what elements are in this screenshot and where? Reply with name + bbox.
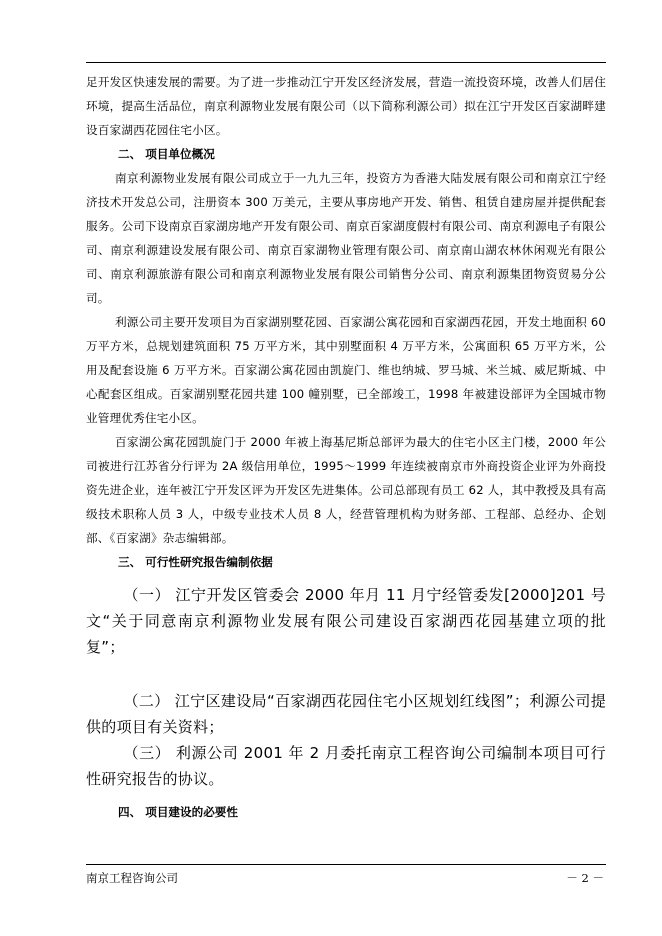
footer-rule	[86, 864, 606, 865]
basis-item-3: （三） 利源公司 2001 年 2 月委托南京工程咨询公司编制本项目可行性研究报告的协议。	[86, 744, 606, 788]
section-heading-4: 四、 项目建设的必要性	[118, 805, 238, 819]
document-body	[86, 70, 606, 824]
paragraph-company-overview: 南京利源物业发展有限公司成立于一九九三年，投资方为香港大陆发展有限公司和南京江宁经济技术开发总公司，注册资本 300 万美元，主要从事房地产开发、销售、租赁自建房屋并提供配套服务。公司下设南京百家湖房地产开发有限公司、南京百家湖度假村有限公司、南京利源电子有限公司、南京利源建设发展有限公司、南京百家湖物业管理有限公司、南京南山湖农林休闲观光有限公司、南京利源旅游有限公司和南京利源物业发展有限公司销售分公司、南京利源集团物资贸易分公司。	[86, 171, 606, 305]
section-heading-2: 二、 项目单位概况	[118, 147, 215, 161]
paragraph-honors: 百家湖公寓花园凯旋门于 2000 年被上海基尼斯总部评为最大的住宅小区主门楼，2000 年公司被进行江苏省分行评为 2A 级信用单位，1995～1999 年连续被南京市外商投资企业评为外商投资先进企业，连年被江宁开发区评为开发区先进集体。公司总部现有员工 62 人，其中教授及具有高级技术职称人员 3 人，中级专业技术人员 8 人，经营管理机构为财务部、工程部、总经办、企划部、《百家湖》杂志编辑部。	[86, 435, 606, 545]
footer-company: 南京工程咨询公司	[86, 871, 178, 885]
basis-item-1: （一） 江宁开发区管委会 2000 年月 11 月宁经管委发[2000]201 号文“关于同意南京利源物业发展有限公司建设百家湖西花园基建立项的批复”；	[86, 586, 606, 656]
footer-page-number: － 2 －	[566, 871, 604, 885]
header-rule	[86, 62, 606, 63]
paragraph-intro: 足开发区快速发展的需要。为了进一步推动江宁开发区经济发展，营造一流投资环境，改善人们居住环境，提高生活品位，南京利源物业发展有限公司（以下简称利源公司）拟在江宁开发区百家湖畔建设百家湖西花园住宅小区。	[86, 75, 606, 137]
basis-item-2: （二） 江宁区建设局“百家湖西花园住宅小区规划红线图”；利源公司提供的项目有关资料；	[86, 692, 606, 736]
paragraph-projects: 利源公司主要开发项目为百家湖别墅花园、百家湖公寓花园和百家湖西花园，开发土地面积 60 万平方米，总规划建筑面积 75 万平方米，其中别墅面积 4 万平方米，公寓面积 65 万平方米，公用及配套设施 6 万平方米。百家湖公寓花园由凯旋门、维也纳城、罗马城、米兰城、威尼斯城、中心配套区组成。百家湖别墅花园共建 100 幢别墅，已全部竣工，1998 年被建设部评为全国城市物业管理优秀住宅小区。	[86, 315, 606, 425]
section-heading-3: 三、 可行性研究报告编制依据	[118, 555, 273, 569]
